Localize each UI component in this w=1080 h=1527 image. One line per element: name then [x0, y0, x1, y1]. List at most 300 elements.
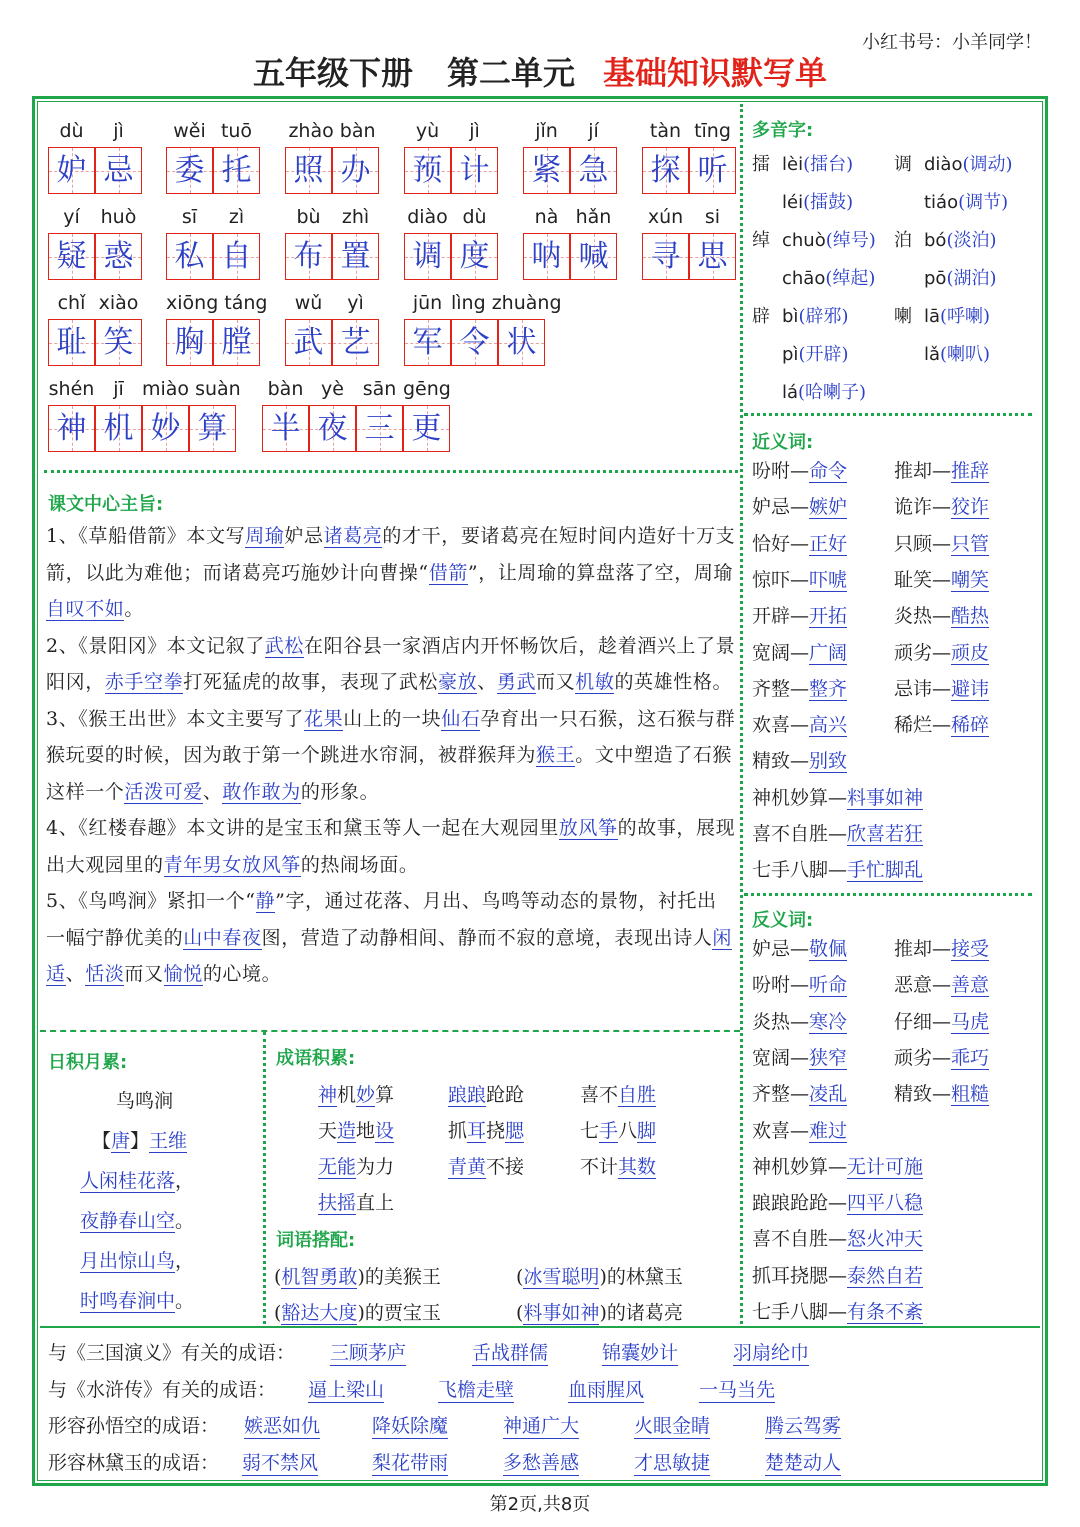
hanzi-box [285, 319, 332, 366]
hanzi-box [404, 233, 451, 280]
hanzi-char: 更 [411, 411, 442, 446]
word-pair [752, 934, 847, 961]
idiom-item [318, 1188, 394, 1215]
pinyin: jǐn [535, 120, 558, 142]
plain-text: 而又 [124, 963, 164, 985]
hanzi-box [689, 233, 736, 280]
poem-name: 鸟鸣涧 [116, 1090, 174, 1112]
pinyin: dù [59, 120, 84, 142]
hanzi-box [213, 147, 260, 194]
hanzi-box [332, 147, 379, 194]
plain-text: ( [274, 1266, 282, 1288]
pinyin: jì [469, 120, 480, 142]
word-pair [752, 1188, 923, 1215]
pair-answer: 凌乱 [809, 1083, 848, 1106]
plain-text: 、 [65, 963, 86, 985]
hanzi-char: 艺 [340, 325, 371, 360]
underlined-answer: 机智勇敢 [281, 1266, 358, 1288]
pair-word: 吩咐 [752, 974, 791, 997]
pinyin: xún [647, 206, 684, 228]
pinyin: diào [407, 206, 448, 228]
plain-text: 天 [318, 1120, 338, 1142]
underlined-answer: 无能 [318, 1156, 357, 1178]
theme-item [46, 518, 736, 628]
underlined-answer: 豁达大度 [281, 1302, 358, 1324]
theme-paragraphs [46, 518, 736, 993]
plain-text: 山上的一块 [343, 707, 442, 730]
word-pair [894, 638, 989, 665]
pinyin: gēng [403, 378, 451, 400]
plain-text: ( [274, 1302, 282, 1324]
pair-word: 精致 [752, 750, 791, 773]
word-pair [752, 601, 847, 628]
hanzi-box [48, 405, 95, 452]
theme-item [46, 810, 736, 883]
pair-answer: 狭窄 [809, 1046, 848, 1069]
pair-word: 诡诈 [894, 496, 933, 519]
hanzi-char: 计 [459, 153, 490, 188]
pair-answer: 乖巧 [951, 1046, 990, 1069]
dash: — [790, 938, 810, 960]
word-pair [752, 970, 847, 997]
hanzi-char: 呐 [531, 239, 562, 274]
dash: — [828, 1264, 848, 1287]
polyphone-entry [894, 264, 997, 290]
idiom-item [318, 1152, 394, 1179]
divider-polyphones-synonyms [744, 413, 1032, 416]
idiom-item [448, 1152, 524, 1179]
pinyin: jí [588, 120, 599, 142]
pair-answer: 手忙脚乱 [847, 859, 924, 882]
punct: 。 [175, 1290, 195, 1312]
dash: — [932, 641, 952, 664]
dash: — [828, 1301, 848, 1323]
plain-text: ( [516, 1302, 524, 1324]
hanzi-box [451, 147, 498, 194]
polyphone-entry [752, 188, 853, 214]
pinyin: lìng zhuàng [451, 292, 562, 314]
idioms-title: 成语积累: [276, 1048, 356, 1069]
plain-text: 在阳谷县一家酒店内开怀畅饮后，趁着酒兴上了景阳冈， [46, 634, 736, 693]
plain-text: 、 [202, 780, 223, 803]
hanzi-char: 妙 [150, 411, 181, 446]
hanzi-box [451, 319, 498, 366]
polyphone-word: (呼喇) [940, 306, 991, 327]
hanzi-box [451, 233, 498, 280]
hanzi-box [332, 233, 379, 280]
hanzi-char: 妒 [56, 153, 87, 188]
pair-answer: 酷热 [951, 605, 990, 628]
underlined-answer: 其数 [618, 1156, 657, 1178]
pinyin: zhào bàn [288, 120, 376, 142]
hanzi-box [95, 233, 142, 280]
word-pair [752, 1116, 847, 1143]
underlined-answer: 周瑜 [245, 525, 285, 547]
hanzi-char: 笑 [103, 325, 134, 360]
plain-text: 的热闹场面。 [300, 853, 419, 876]
collocation-title: 词语搭配: [276, 1230, 356, 1251]
pair-word: 七手八脚 [752, 859, 829, 882]
hanzi-char: 听 [697, 153, 728, 188]
divider-words-theme [44, 470, 738, 473]
dash: — [790, 677, 810, 700]
pinyin: zì [228, 206, 245, 228]
word-pair [894, 710, 989, 737]
collocation-item [274, 1298, 441, 1325]
account-label: 小红书号：小羊同学！ [862, 32, 1042, 53]
pair-answer: 敬佩 [809, 938, 848, 960]
underlined-answer: 猴王 [536, 744, 576, 766]
word-pair [752, 783, 923, 810]
hanzi-char: 办 [340, 153, 371, 188]
pinyin: tàn [649, 120, 682, 142]
word-pair [894, 529, 989, 556]
plain-text: 1、《草船借箭》本文写 [46, 525, 246, 547]
plain-text: 的英雄性格。 [614, 671, 733, 693]
poem-title: 日积月累: [48, 1052, 128, 1073]
synonyms-title: 近义词: [752, 432, 814, 453]
pair-word: 忌讳 [894, 677, 933, 700]
pinyin: hǎn [575, 206, 612, 228]
punct: ， [175, 1170, 195, 1192]
underlined-answer: 愉悦 [163, 963, 203, 985]
idiom-item [318, 1116, 394, 1143]
plain-text: 图，营造了动静相间、静而不寂的意境，表现出诗人 [261, 926, 713, 949]
hanzi-char: 急 [578, 153, 609, 188]
plain-text: 抓 [448, 1120, 468, 1142]
hanzi-box [285, 233, 332, 280]
bottom-label: 与《水浒传》有关的成语： [48, 1378, 277, 1401]
dash: — [932, 938, 952, 960]
hanzi-char: 算 [197, 411, 228, 446]
pair-answer: 泰然自若 [847, 1264, 924, 1287]
hanzi-box [95, 147, 142, 194]
hanzi-box [166, 233, 213, 280]
pair-answer: 广阔 [809, 641, 848, 664]
pinyin: sī [181, 206, 198, 228]
word-pair [752, 1261, 923, 1288]
pair-word: 欢喜 [752, 1119, 791, 1142]
dash: — [790, 750, 810, 773]
poem-author-line [92, 1126, 187, 1153]
dynasty: 唐 [111, 1130, 131, 1152]
word-pair [894, 1079, 989, 1106]
pair-answer: 避讳 [951, 677, 990, 700]
hanzi-char: 胸 [174, 325, 205, 360]
hanzi-box [95, 405, 142, 452]
plain-text: )的美猴王 [357, 1266, 441, 1288]
polyphone-entry [894, 226, 997, 252]
dash: — [790, 496, 810, 519]
bottom-idiom: 逼上梁山 [308, 1375, 384, 1403]
polyphone-char: 绰 [752, 230, 770, 251]
dash: — [932, 714, 952, 737]
divider-bottom-section [40, 1326, 1040, 1328]
bottom-idiom: 楚楚动人 [765, 1448, 841, 1476]
hanzi-char: 喊 [578, 239, 609, 274]
hanzi-char: 忌 [103, 153, 134, 188]
polyphone-entry [752, 150, 853, 176]
hanzi-char: 预 [412, 153, 443, 188]
plain-text: 的心境。 [202, 963, 282, 985]
hanzi-box [498, 319, 545, 366]
plain-text: 不计 [580, 1156, 619, 1178]
underlined-answer: 闲适 [46, 926, 733, 985]
bottom-idiom: 梨花带雨 [372, 1448, 448, 1476]
word-pair [894, 456, 989, 483]
pair-word: 推却 [894, 460, 933, 482]
underlined-answer: 冰雪聪明 [523, 1266, 600, 1288]
dash: — [790, 532, 810, 555]
pair-answer: 怒火冲天 [847, 1228, 924, 1251]
word-pair [894, 565, 989, 592]
pair-answer: 整齐 [809, 677, 848, 700]
hanzi-box [523, 233, 570, 280]
hanzi-char: 疑 [56, 239, 87, 274]
page-title [0, 48, 1080, 94]
underlined-answer: 活泼可爱 [124, 780, 203, 803]
pair-answer: 顽皮 [951, 641, 990, 664]
underlined-answer: 妙 [356, 1084, 376, 1106]
plain-text: 的故事，展现出大观园里的 [46, 817, 736, 876]
poem-line [80, 1166, 194, 1193]
polyphone-word: (擂台) [803, 154, 854, 175]
hanzi-box [332, 319, 379, 366]
plain-text: 、 [477, 671, 497, 693]
hanzi-box [404, 319, 451, 366]
bottom-idiom: 舌战群儒 [472, 1338, 548, 1366]
pinyin: shén [48, 378, 95, 400]
hanzi-char: 膛 [221, 325, 252, 360]
pair-word: 七手八脚 [752, 1301, 829, 1323]
poem-line-text: 人闲桂花落 [80, 1170, 176, 1192]
underlined-answer: 腮 [505, 1120, 525, 1142]
polyphone-entry [752, 226, 876, 252]
pinyin: dù [462, 206, 487, 228]
page-footer: 第2页,共8页 [489, 1494, 591, 1515]
pair-word: 宽阔 [752, 1046, 791, 1069]
title-grade: 五年级下册 [252, 54, 413, 92]
polyphone-entry [752, 302, 848, 328]
polyphone-entry [894, 150, 1013, 176]
hanzi-box [166, 319, 213, 366]
pair-answer: 有条不紊 [847, 1301, 924, 1323]
pair-answer: 狡诈 [951, 496, 990, 519]
plain-text: 地 [356, 1120, 376, 1142]
punct: 。 [175, 1210, 195, 1232]
pair-answer: 马虎 [951, 1010, 990, 1033]
dash: — [932, 496, 952, 519]
bottom-idiom: 神通广大 [503, 1411, 579, 1439]
underlined-answer: 自胜 [618, 1084, 657, 1106]
pinyin: si [704, 206, 721, 228]
hanzi-char: 委 [174, 153, 205, 188]
polyphone-pinyin: léi [782, 192, 804, 213]
pair-word: 妒忌 [752, 938, 791, 960]
polyphone-word: (擂鼓) [803, 192, 854, 213]
polyphone-char: 擂 [752, 154, 770, 175]
pair-word: 抓耳挠腮 [752, 1264, 829, 1287]
underlined-answer: 扶摇 [318, 1192, 357, 1214]
dash: — [932, 460, 952, 482]
author: 王维 [149, 1130, 188, 1152]
bottom-label: 与《三国演义》有关的成语： [48, 1342, 296, 1364]
hanzi-char: 紧 [531, 153, 562, 188]
bottom-idiom: 羽扇纶巾 [733, 1338, 809, 1366]
idiom-item [448, 1080, 524, 1107]
hanzi-char: 私 [174, 239, 205, 274]
underlined-answer: 敢作敢为 [222, 780, 301, 803]
theme-title: 课文中心主旨: [48, 494, 164, 515]
polyphone-entry [752, 378, 866, 404]
divider-poem-idioms [263, 1032, 266, 1324]
pair-word: 顽劣 [894, 641, 933, 664]
hanzi-char: 耻 [56, 325, 87, 360]
polyphone-entry [894, 340, 990, 366]
bottom-idiom: 血雨腥风 [568, 1375, 644, 1403]
plain-text: 打死猛虎的故事，表现了武松 [183, 671, 439, 693]
word-pair [752, 1007, 847, 1034]
hanzi-box [570, 233, 617, 280]
underlined-answer: 勇武 [496, 671, 537, 693]
underlined-answer: 武松 [264, 634, 304, 657]
hanzi-box [642, 147, 689, 194]
divider-theme-bottom [40, 1030, 740, 1032]
plain-text: )的贾宝玉 [357, 1302, 441, 1324]
word-pair [752, 565, 847, 592]
hanzi-box [166, 147, 213, 194]
underlined-answer: 豪放 [438, 671, 478, 693]
plain-text: )的林黛玉 [599, 1266, 683, 1288]
hanzi-box [142, 405, 189, 452]
plain-text: 八 [618, 1120, 638, 1142]
hanzi-box [523, 147, 570, 194]
plain-text: 挠 [486, 1120, 506, 1142]
plain-text: 孕育出一只石猴，这石猴与群猴玩耍的时候，因为敢于第一个跳进水帘洞，被群猴拜为 [46, 707, 736, 766]
dash: — [932, 568, 952, 591]
poem-line [80, 1206, 194, 1233]
word-pair [894, 970, 989, 997]
pinyin: bù [296, 206, 321, 228]
plain-text: 算 [375, 1084, 395, 1106]
underlined-answer: 诸葛亮 [323, 525, 383, 547]
hanzi-char: 状 [506, 325, 537, 360]
word-pair [894, 934, 989, 961]
hanzi-char: 神 [56, 411, 87, 446]
plain-text: 5、《鸟鸣涧》紧扣一个“ [46, 890, 256, 912]
polyphone-pinyin: bì [782, 306, 799, 327]
polyphone-char: 调 [894, 154, 912, 175]
poem-line-text: 月出惊山鸟 [80, 1250, 176, 1272]
polyphone-char: 泊 [894, 230, 912, 251]
pair-word: 齐整 [752, 677, 791, 700]
polyphone-entry [752, 340, 848, 366]
pair-answer: 听命 [809, 974, 848, 997]
plain-text: 跄跄 [486, 1084, 525, 1106]
bottom-idiom: 嫉恶如仇 [244, 1411, 320, 1439]
idiom-item [580, 1080, 656, 1107]
underlined-answer: 耳 [467, 1120, 487, 1142]
pair-word: 耻笑 [894, 568, 933, 591]
polyphone-word: (开辟) [798, 344, 849, 365]
plain-text: 4、《红楼春趣》本文讲的是宝玉和黛玉等人一起在大观园里 [46, 817, 559, 839]
underlined-answer: 料事如神 [523, 1302, 600, 1324]
word-pair [752, 1043, 847, 1070]
polyphone-word: (喇叭) [940, 344, 991, 365]
plain-text: ”字，通过花落、月出、鸟鸣等动态的景物，衬托出一幅宁静优美的 [46, 890, 717, 949]
polyphone-pinyin: pō [924, 268, 947, 289]
hanzi-box [356, 405, 403, 452]
hanzi-box [404, 147, 451, 194]
pair-answer: 只管 [951, 532, 990, 555]
pair-word: 炎热 [752, 1010, 791, 1033]
pinyin: xiào [98, 292, 139, 314]
pinyin: bàn [267, 378, 304, 400]
polyphone-char: 辟 [752, 306, 770, 327]
pair-word: 神机妙算 [752, 786, 829, 809]
plain-text: 。文中塑造了石猴这样一个 [46, 744, 733, 803]
pair-answer: 善意 [951, 974, 990, 997]
pair-answer: 高兴 [809, 714, 848, 737]
pinyin: tuō [220, 120, 253, 142]
plain-text: 喜不 [580, 1084, 619, 1106]
plain-text: 的才干，要诸葛亮在短时间内造好十万支箭，以此为难他；而诸葛亮巧施妙计向曹操“ [46, 525, 736, 584]
pinyin: yì [347, 292, 364, 314]
hanzi-char: 惑 [103, 239, 134, 274]
dash: — [790, 460, 810, 482]
plain-text: 机 [337, 1084, 357, 1106]
pinyin: sān [362, 378, 397, 400]
bottom-idiom: 三顾茅庐 [330, 1338, 406, 1366]
polyphone-entry [752, 264, 875, 290]
theme-item [46, 701, 736, 811]
hanzi-box [570, 147, 617, 194]
pair-answer: 难过 [809, 1119, 848, 1142]
punct: ， [175, 1250, 195, 1272]
polyphone-pinyin: bó [924, 230, 947, 251]
pair-word: 吩咐 [752, 460, 791, 482]
dash: — [828, 786, 848, 809]
pinyin: nà [534, 206, 559, 228]
theme-item [46, 883, 736, 993]
pair-word: 顽劣 [894, 1046, 933, 1069]
pair-word: 推却 [894, 938, 933, 960]
bracket: 】 [130, 1130, 150, 1152]
hanzi-box [48, 147, 95, 194]
bottom-idiom: 降妖除魔 [372, 1411, 448, 1439]
plain-text: ( [516, 1266, 524, 1288]
underlined-answer: 花果 [304, 707, 344, 730]
polyphone-entry [894, 302, 990, 328]
bottom-idiom: 锦囊妙计 [602, 1338, 678, 1366]
antonyms-title: 反义词: [752, 910, 814, 931]
hanzi-box [48, 319, 95, 366]
pinyin: jī [113, 378, 124, 400]
hanzi-box [642, 233, 689, 280]
word-pair [752, 456, 847, 483]
plain-text: 。 [124, 598, 145, 620]
plain-text: 不接 [486, 1156, 525, 1178]
underlined-answer: 造 [337, 1120, 357, 1142]
hanzi-char: 布 [293, 239, 324, 274]
plain-text: 2、《景阳冈》本文记叙了 [46, 634, 265, 657]
bottom-label: 形容孙悟空的成语： [48, 1415, 220, 1437]
underlined-answer: 青黄 [448, 1156, 487, 1178]
hanzi-char: 自 [221, 239, 252, 274]
pinyin: xiōng táng [166, 292, 268, 314]
polyphone-word: (湖泊) [946, 268, 997, 289]
plain-text: 的形象。 [300, 780, 380, 803]
